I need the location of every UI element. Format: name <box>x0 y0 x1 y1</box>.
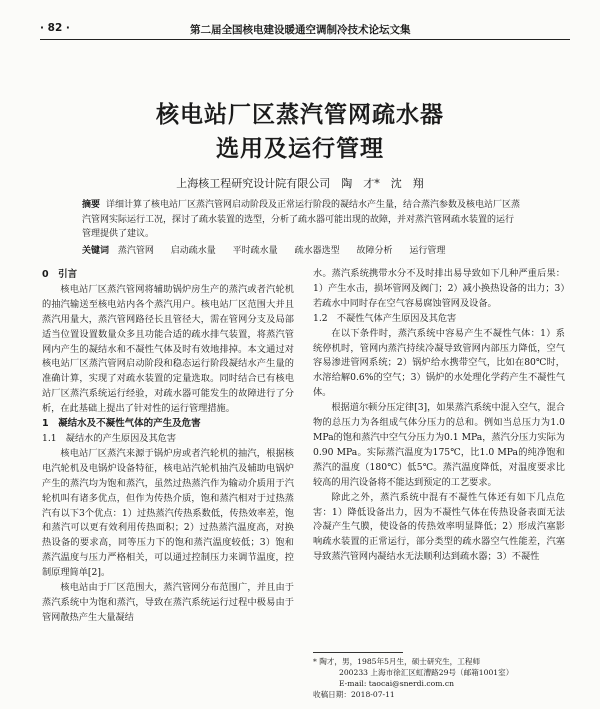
footnote <box>313 656 568 700</box>
footnote-received-date: 收稿日期：2018-07-11 <box>313 690 395 699</box>
journal-title: 第二届全国核电建设暖通空调制冷技术论坛文集 <box>190 24 411 36</box>
subsection-heading-1-1: 1.1 凝结水的产生原因及其危害 <box>42 432 177 444</box>
subsection-heading-1-2: 1.2 不凝性气体产生原因及其危害 <box>313 312 457 324</box>
article-title-line1: 核电站厂区蒸汽管网疏水器 <box>156 102 444 128</box>
footnote-author: * 陶才，男，1985年5月生，硕士研究生，工程师 <box>313 657 481 666</box>
keyword: 蒸汽管网 <box>117 246 154 256</box>
paragraph: 在以下条件时，蒸汽系统中容易产生不凝性气体：1）系统停机时，管网内蒸汽持续冷凝导致管网内部压力降低，空气容易渗进管网系统；2）锅炉给水携带空气，比如在80℃时，水溶给解0.6%的空气；3）锅炉的水处理化学药产生不凝性气体。 <box>313 327 565 399</box>
keywords-label: 关键词 <box>82 246 110 256</box>
header-rule <box>40 39 570 40</box>
paragraph: 核电站厂区蒸汽来源于锅炉房或者汽轮机的抽汽，根据核电汽轮机及电锅炉设备特征，核电站汽轮机抽汽及辅助电锅炉产生的蒸汽均为饱和蒸汽，虽然过热蒸汽作为输动介质用于汽轮机叫有诸多优点，但作为传热介质，饱和蒸汽相对于过热蒸汽有以下3个优点：1）过热蒸汽传热系数低，传热效率差，饱和蒸汽可以更有效利用传热面积；2）过热蒸汽温度高，对换热设备的要求高，同等压力下的饱和蒸汽温度较低；3）饱和蒸汽温度与压力严格相关，可以通过控制压力来调节温度，控制原理简单[2]。 <box>42 447 294 579</box>
keyword: 运行管理 <box>409 246 446 256</box>
abstract-label: 摘要 <box>82 200 101 210</box>
keywords <box>82 244 522 259</box>
paragraph: 核电站厂区蒸汽管网将辅助锅炉房生产的蒸汽或者汽轮机的抽汽输送至核电站内各个蒸汽用户。核电站厂区范围大并且蒸汽用量大，蒸汽管网路径长且管径大，需在管网分支及局部适当位置设置数量众多且功能合适的疏水排气装置，将蒸汽管网内产生的凝结水和不凝性气体及时有效地排掉。本文通过对核电站厂区蒸汽管网启动阶段和稳态运行阶段凝结水产生量的准确计算，实现了对疏水装置的定量选取。同时结合已有核电站厂区蒸汽系统运行经验，对疏水器可能发生的故障进行了分析，在此基础上提出了针对性的运行管理措施。 <box>42 283 294 415</box>
keyword: 平时疏水量 <box>232 246 278 256</box>
right-column <box>313 267 565 565</box>
footnote-email: E-mail: taocai@snerdi.com.cn <box>339 679 454 688</box>
keyword: 启动疏水量 <box>170 246 216 256</box>
footnote-rule <box>313 652 403 653</box>
authors: 上海核工程研究设计院有限公司 陶 才* 沈 翔 <box>176 177 424 190</box>
page-number: · 82 · <box>40 22 70 34</box>
section-heading-1: 1 凝结水及不凝性气体的产生及危害 <box>42 418 201 430</box>
paragraph: 除此之外，蒸汽系统中混有不凝性气体还有如下几点危害：1）降低设备出力，因为不凝性气体在传热设备表面无法冷凝产生气膜，使设备的传热效率明显降低；2）形成汽塞影响疏水装置的正常运行，部分类型的疏水器空气性能差，汽塞导致蒸汽管网内凝结水无法顺利达到疏水器；3）不凝性 <box>313 491 565 563</box>
footnote-address: 200233 上海市徐汇区虹漕路29号（邮箱1001室） <box>339 668 514 677</box>
keyword: 故障分析 <box>356 246 393 256</box>
left-column <box>42 268 294 626</box>
abstract-text: 详细计算了核电站厂区蒸汽管网启动阶段及正常运行阶段的凝结水产生量，结合蒸汽参数及核电站厂区蒸汽管网实际运行工况，探讨了疏水装置的选型，分析了疏水器可能出现的故障，并对蒸汽管网疏水装置的运行管理提供了建议。 <box>82 200 521 239</box>
article-title-line2: 选用及运行管理 <box>216 136 384 162</box>
paragraph: 核电站由于厂区范围大，蒸汽管网分布范围广，并且由于蒸汽系统中为饱和蒸汽，导致在蒸汽系统运行过程中极易由于管网散热产生大量凝结 <box>42 582 294 623</box>
paragraph: 根据道尔顿分压定律[3]，如果蒸汽系统中混入空气，混合物的总压力为各组成气体分压力的总和。例如当总压力为1.0 MPa的饱和蒸汽中空气分压力为0.1 MPa，蒸汽分压力实际为0.90 MPa。实际蒸汽温度为175℃，比1.0 MPa的纯净饱和蒸汽的温度（180℃）低5℃。蒸汽温度降低，对温度要求比较高的用汽设备将不能达到预定的工艺要求。 <box>313 402 565 488</box>
section-heading-intro: 0 引言 <box>42 269 78 280</box>
keyword: 疏水器选型 <box>294 246 340 256</box>
paragraph: 水。蒸汽系统携带水分不及时排出易导致如下几种严重后果：1）产生水击，损坏管网及阀门；2）减小换热设备的出力；3）若疏水中同时存在空气容易腐蚀管网及设备。 <box>313 268 565 309</box>
abstract <box>82 198 522 242</box>
